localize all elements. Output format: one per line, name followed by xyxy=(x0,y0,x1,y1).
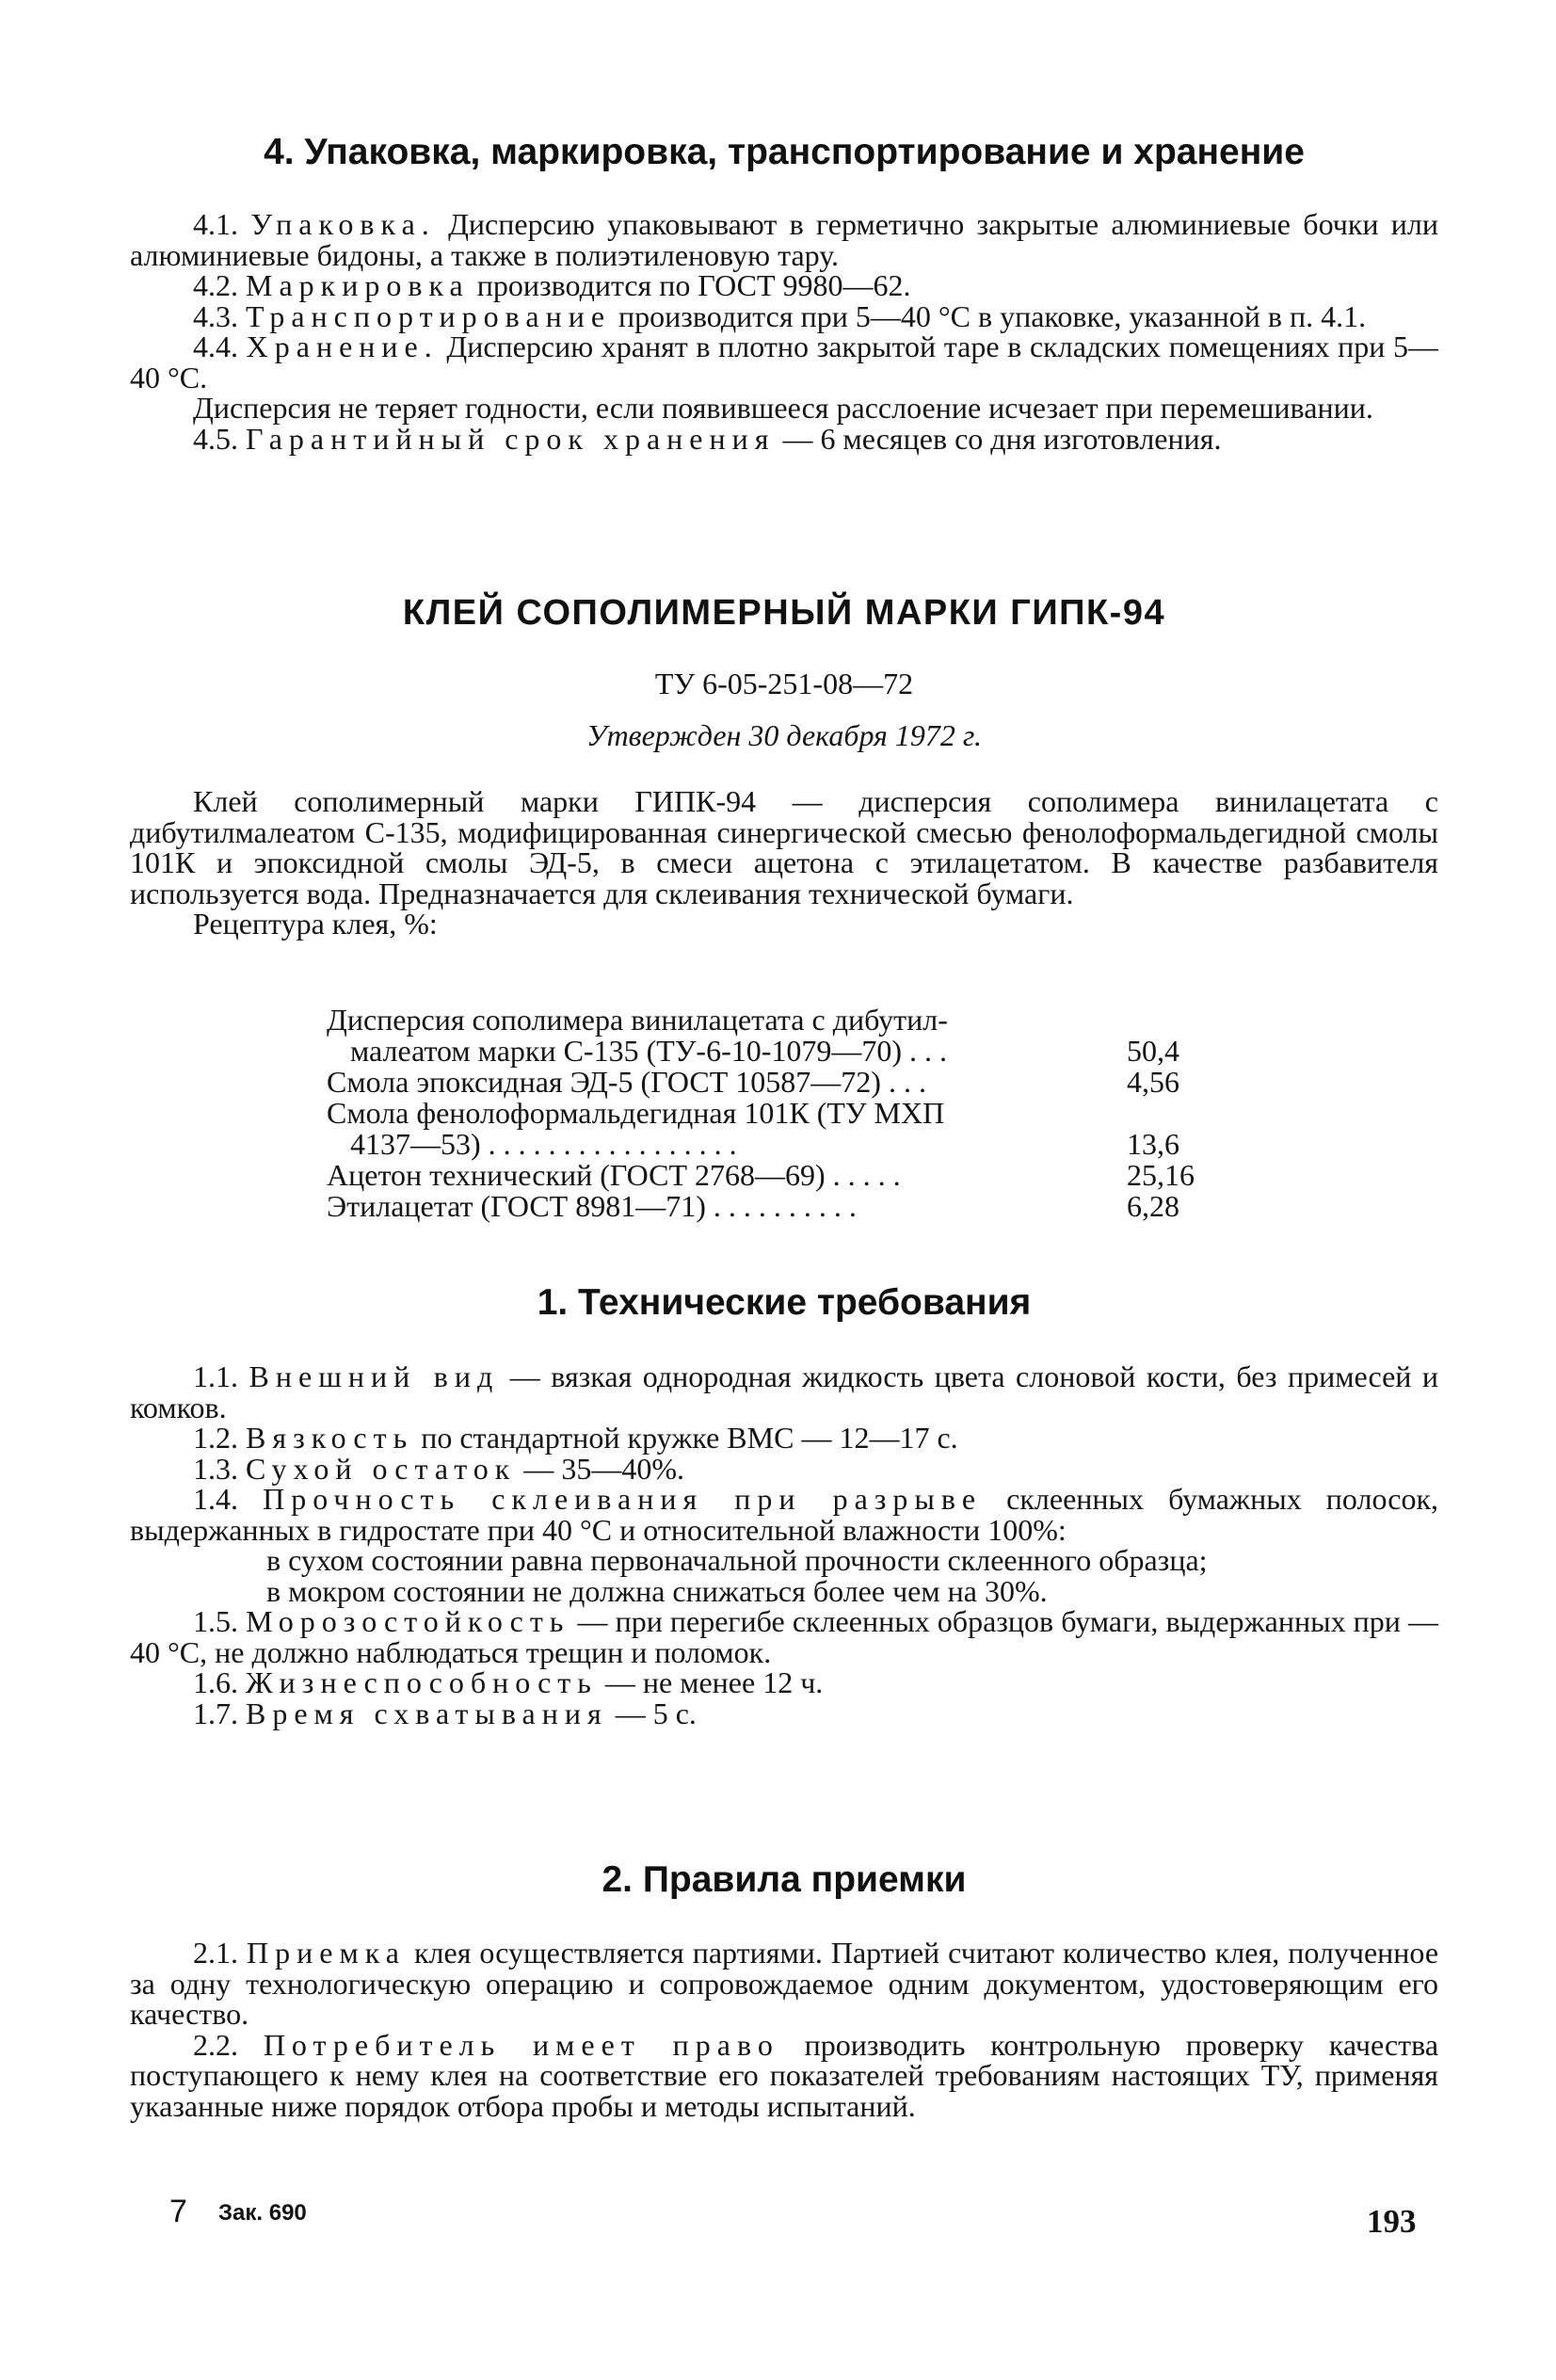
paragraph-4-4-note: Дисперсия не теряет годности, если появившееся расслоение исчезает при перемешивании. xyxy=(193,391,1373,425)
paragraph-text: склеенных бумажных полосок, выдержанных в гидростате при 40 °С и относительной влажности 100%: xyxy=(130,1482,1439,1547)
intro-paragraph: Клей сополимерный марки ГИПК-94 — дисперсия сополимера винилацетата с дибутилмалеатом С-135, модифицированная синергической смесью фенолоформальдегидной смолы 101К и эпоксидной смолы ЭД-5, в смеси ацетона с этилацетатом. В качестве разбавителя используется вода. Предназначается для склеивания технической бумаги. xyxy=(130,784,1438,910)
recipe-label: Рецептура клея, %: xyxy=(193,907,438,941)
recipe-row xyxy=(327,1160,1268,1191)
spaced-term: Приемка xyxy=(247,1936,406,1970)
recipe-ingredient: Ацетон технический (ГОСТ 2768—69) . . . . . xyxy=(327,1158,901,1192)
spaced-term: Жизнеспособность xyxy=(246,1665,598,1699)
paragraph-text: производится при 5—40 °С в упаковке, указанной в п. 4.1. xyxy=(618,298,1367,333)
paragraph-1-4 xyxy=(130,1484,1438,1545)
spaced-term: Морозостойкость xyxy=(246,1604,570,1638)
recipe-ingredient-cont: 4137—53) . . . . . . . . . . . . . . . . . xyxy=(350,1127,737,1161)
spaced-term: Хранение. xyxy=(246,330,439,363)
item-number: 1.4. xyxy=(193,1482,238,1516)
item-number: 1.5. xyxy=(193,1604,238,1638)
spaced-term: Транспортирование xyxy=(246,298,612,333)
paragraph-4-1 xyxy=(130,209,1438,270)
paragraph-1-4-dry: в сухом состоянии равна первоначальной прочности склеенного образца; xyxy=(266,1543,1208,1577)
section-4-heading: 4. Упаковка, маркировка, транспортирование и хранение xyxy=(264,132,1305,172)
item-number: 1.2. xyxy=(193,1421,238,1455)
tu-number: ТУ 6-05-251-08—72 xyxy=(654,667,914,700)
paragraph-text: клея осуществляется партиями. Партией считают количество клея, полученное за одну технологическую операцию и сопровождаемое одним документом, удостоверяющим его качество. xyxy=(130,1936,1439,2031)
paragraph-text: — вязкая однородная жидкость цвета слоновой кости, без примесей и комков. xyxy=(130,1359,1439,1424)
spaced-term: Потребитель имеет право xyxy=(263,2027,779,2062)
intro-block xyxy=(130,786,1438,940)
recipe-value: 25,16 xyxy=(1127,1158,1195,1192)
recipe-value: 4,56 xyxy=(1127,1065,1179,1099)
item-number: 4.3. xyxy=(193,298,238,333)
spaced-term: Сухой остаток xyxy=(246,1451,517,1486)
recipe-row xyxy=(327,1098,1268,1160)
recipe-table xyxy=(327,1005,1268,1222)
section-2-heading: 2. Правила приемки xyxy=(602,1859,967,1900)
section-4-body xyxy=(130,209,1438,454)
paragraph-text: по стандартной кружке ВМС — 12—17 с. xyxy=(421,1421,958,1455)
spaced-term: Упаковка. xyxy=(250,207,436,241)
section-1-heading: 1. Технические требования xyxy=(537,1282,1032,1323)
document-title: КЛЕЙ СОПОЛИМЕРНЫЙ МАРКИ ГИПК-94 xyxy=(402,593,1166,633)
paragraph-text: производится по ГОСТ 9980—62. xyxy=(476,268,911,302)
paragraph-text: — 35—40%. xyxy=(523,1451,684,1486)
item-number: 1.1. xyxy=(193,1359,238,1393)
item-number: 1.3. xyxy=(193,1451,238,1486)
item-number: 4.5. xyxy=(193,421,238,456)
paragraph-4-5 xyxy=(130,421,1438,456)
paragraph-text: — не менее 12 ч. xyxy=(604,1665,824,1699)
spaced-term: Внешний вид xyxy=(249,1359,500,1393)
paragraph-4-2 xyxy=(130,270,1438,301)
item-number: 4.4. xyxy=(193,330,238,363)
paragraph-4-3 xyxy=(130,298,1438,333)
section-1-body xyxy=(130,1361,1438,1729)
item-number: 2.1. xyxy=(193,1936,238,1970)
recipe-ingredient: Смола фенолоформальдегидная 101К (ТУ МХП xyxy=(327,1096,945,1130)
spaced-term: Прочность склеивания при разрыве xyxy=(263,1482,983,1516)
paragraph-1-2 xyxy=(130,1423,1438,1454)
paragraph-text: — 5 с. xyxy=(615,1696,697,1730)
paragraph-1-3 xyxy=(130,1451,1438,1486)
paragraph-2-1 xyxy=(130,1938,1438,2030)
item-number: 4.2. xyxy=(193,268,238,302)
paragraph-1-4-wet: в мокром состоянии не должна снижаться более чем на 30%. xyxy=(266,1573,1048,1608)
recipe-ingredient-cont: малеатом марки С-135 (ТУ-6-10-1079—70) . . . xyxy=(350,1034,948,1068)
recipe-ingredient: Смола эпоксидная ЭД-5 (ГОСТ 10587—72) . . . xyxy=(327,1065,926,1099)
paragraph-1-6 xyxy=(130,1667,1438,1698)
item-number: 1.7. xyxy=(193,1696,238,1730)
footer-order-number: Зак. 690 xyxy=(218,2200,307,2226)
spaced-term: Время схватывания xyxy=(246,1696,608,1730)
recipe-row xyxy=(327,1005,1268,1067)
recipe-row xyxy=(327,1067,1268,1098)
paragraph-4-4 xyxy=(130,331,1438,393)
item-number: 4.1. xyxy=(193,207,238,241)
item-number: 2.2. xyxy=(193,2027,238,2062)
spaced-term: Вязкость xyxy=(246,1421,414,1455)
paragraph-1-1 xyxy=(130,1361,1438,1423)
section-2-body xyxy=(130,1938,1438,2121)
item-number: 1.6. xyxy=(193,1665,238,1699)
paragraph-text: Дисперсию хранят в плотно закрытой таре в складских помещениях при 5—40 °С. xyxy=(130,330,1438,394)
recipe-ingredient: Этилацетат (ГОСТ 8981—71) . . . . . . . . . . xyxy=(327,1189,857,1223)
recipe-ingredient: Дисперсия сополимера винилацетата с дибутил- xyxy=(327,1003,948,1037)
paragraph-text: производить контрольную проверку качества поступающего к нему клея на соответствие его показателей требованиям настоящих ТУ, применяя указанные ниже порядок отбора пробы и методы испытаний. xyxy=(130,2027,1439,2123)
spaced-term: Гарантийный срок хранения xyxy=(246,421,776,456)
paragraph-text: — 6 месяцев со дня изготовления. xyxy=(782,421,1222,456)
paragraph-text: — при перегибе склеенных образцов бумаги, выдержанных при —40 °С, не должно наблюдаться трещин и поломок. xyxy=(130,1604,1439,1669)
page-number: 193 xyxy=(1367,2203,1417,2240)
recipe-row xyxy=(327,1191,1268,1222)
paragraph-1-5 xyxy=(130,1606,1438,1667)
approval-date: Утвержден 30 декабря 1972 г. xyxy=(586,718,982,752)
recipe-value: 13,6 xyxy=(1127,1127,1179,1161)
spaced-term: Маркировка xyxy=(246,268,470,302)
paragraph-1-7 xyxy=(130,1698,1438,1729)
recipe-value: 50,4 xyxy=(1127,1034,1179,1068)
paragraph-2-2 xyxy=(130,2027,1439,2123)
recipe-value: 6,28 xyxy=(1127,1189,1179,1223)
paragraph-text: Дисперсию упаковывают в герметично закрытые алюминиевые бочки или алюминиевые бидоны, а также в полиэтиленовую тару. xyxy=(130,207,1439,272)
footer-sheet-number: 7 xyxy=(169,2194,187,2229)
